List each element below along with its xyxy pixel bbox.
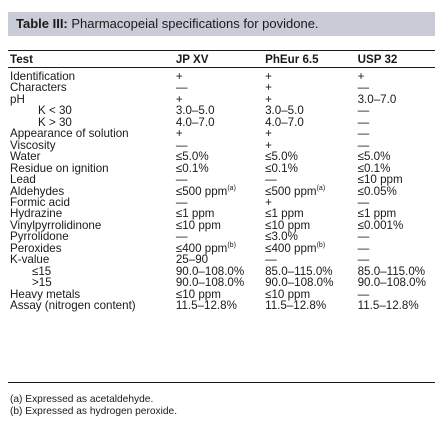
cell-pheur-value: ≤1 ppm <box>265 207 304 221</box>
cell-test: Lead <box>10 173 36 187</box>
table-caption: Pharmacopeial specifications for povidone. <box>71 16 319 31</box>
cell-test: ≤15 <box>32 264 52 278</box>
cell-usp-value: — <box>357 287 370 301</box>
footnote-marker: (b) <box>227 241 236 249</box>
cell-pheur <box>265 117 358 128</box>
cell-pheur-value: — <box>265 173 277 187</box>
cell-pheur-value: + <box>265 195 272 209</box>
cell-test: Assay (nitrogen content) <box>10 299 136 313</box>
cell-usp <box>358 94 442 105</box>
cell-jp <box>176 300 265 311</box>
cell-usp-value: — <box>357 138 370 152</box>
cell-jp-value: 90.0–108.0% <box>175 264 245 278</box>
cell-usp <box>358 128 442 139</box>
cell-pheur-value: ≤5.0% <box>265 150 298 164</box>
cell-pheur-value: + <box>265 138 272 152</box>
cell-jp <box>176 220 265 231</box>
cell-pheur-value: + <box>265 70 272 83</box>
cell-pheur <box>265 186 358 197</box>
cell-usp <box>358 277 442 288</box>
cell-jp-value: — <box>175 195 188 209</box>
table-row <box>10 71 442 82</box>
table-row <box>10 220 442 231</box>
cell-pheur-value: ≤0.1% <box>265 161 298 175</box>
table-row <box>10 243 442 254</box>
table-row <box>10 186 442 197</box>
cell-jp-value: ≤0.1% <box>175 161 209 175</box>
cell-pheur-value: ≤500 ppm <box>265 184 317 198</box>
table-body <box>10 71 442 312</box>
cell-jp <box>176 128 265 139</box>
header-usp: USP 32 <box>357 53 398 66</box>
cell-pheur-value: + <box>265 92 272 106</box>
footnote-marker: (a) <box>227 184 236 192</box>
cell-jp-value: ≤10 ppm <box>175 218 221 232</box>
cell-pheur <box>265 82 358 93</box>
cell-jp-value: + <box>175 70 183 83</box>
cell-jp <box>176 117 265 128</box>
cell-usp-value: ≤0.05% <box>357 184 397 198</box>
cell-usp <box>358 117 442 128</box>
cell-pheur <box>265 128 358 139</box>
cell-jp-value: — <box>175 138 188 152</box>
cell-usp-value: — <box>357 81 370 95</box>
cell-jp-value: 4.0–7.0 <box>175 115 215 129</box>
cell-test: >15 <box>32 276 52 290</box>
cell-jp-value: — <box>175 230 188 244</box>
cell-test: pH <box>10 92 25 106</box>
footnote-marker: (b) <box>316 241 326 249</box>
table-row <box>10 300 442 311</box>
cell-jp-value: 90.0–108.0% <box>175 276 245 290</box>
cell-jp-value: — <box>175 81 188 95</box>
cell-test: Characters <box>10 81 67 95</box>
cell-usp-value: — <box>357 195 370 209</box>
cell-jp-value: — <box>175 173 188 187</box>
cell-test: K < 30 <box>38 104 72 118</box>
bottom-rule <box>8 382 435 383</box>
cell-test: Residue on ignition <box>10 161 109 175</box>
cell-test: Peroxides <box>10 241 62 255</box>
cell-jp-value: 3.0–5.0 <box>175 104 215 118</box>
cell-jp <box>176 186 265 197</box>
cell-pheur-value: ≤400 ppm <box>265 241 317 255</box>
cell-jp-value: 25–90 <box>175 253 209 267</box>
cell-usp-value: — <box>357 230 370 244</box>
cell-usp-value: — <box>357 241 370 255</box>
cell-usp-value: 90.0–108.0% <box>357 276 426 290</box>
cell-pheur-value: ≤3.0% <box>265 230 298 244</box>
cell-pheur-value: + <box>265 127 272 141</box>
footnote-marker: (a) <box>316 184 326 192</box>
cell-pheur <box>265 71 358 82</box>
cell-test: Identification <box>10 70 76 83</box>
cell-usp-value: + <box>357 70 365 83</box>
cell-test: Pyrrolidone <box>10 230 69 244</box>
footnote-a: (a) Expressed as acetaldehyde. <box>10 394 154 405</box>
cell-usp-value: ≤0.1% <box>357 161 391 175</box>
cell-usp <box>358 243 442 254</box>
cell-usp-value: ≤10 ppm <box>357 173 403 187</box>
table-title <box>8 12 435 36</box>
cell-usp-value: ≤1 ppm <box>357 207 397 221</box>
cell-test: K > 30 <box>38 115 72 129</box>
table-row <box>10 277 442 288</box>
cell-usp-value: 85.0–115.0% <box>357 264 426 278</box>
table-row <box>10 94 442 105</box>
cell-usp <box>358 231 442 242</box>
cell-usp-value: 11.5–12.8% <box>357 299 419 313</box>
cell-test: Formic acid <box>10 195 70 209</box>
top-rule <box>8 50 435 51</box>
cell-jp-value: + <box>175 127 183 141</box>
table-number: Table III: <box>16 16 68 31</box>
cell-test: Water <box>10 150 41 164</box>
cell-test: Appearance of solution <box>10 127 129 141</box>
cell-jp-value: ≤500 ppm <box>175 184 228 198</box>
cell-jp <box>176 71 265 82</box>
cell-test: Aldehydes <box>10 184 65 198</box>
table-row <box>10 105 442 116</box>
cell-usp <box>358 300 442 311</box>
cell-pheur-value: 85.0–115.0% <box>265 264 333 278</box>
cell-usp-value: — <box>357 115 370 129</box>
cell-pheur-value: 11.5–12.8% <box>265 299 327 313</box>
cell-usp <box>358 71 442 82</box>
cell-pheur-value: + <box>265 81 272 95</box>
cell-test: K-value <box>10 253 50 267</box>
cell-test: Viscosity <box>10 138 56 152</box>
cell-test: Heavy metals <box>10 287 81 301</box>
cell-pheur <box>265 300 358 311</box>
cell-usp-value: 3.0–7.0 <box>357 92 397 106</box>
cell-jp-value: + <box>175 92 183 106</box>
cell-jp-value: ≤400 ppm <box>175 241 228 255</box>
cell-pheur <box>265 243 358 254</box>
cell-jp-value: 11.5–12.8% <box>175 299 237 313</box>
cell-usp-value: — <box>357 253 370 267</box>
cell-pheur-value: 3.0–5.0 <box>265 104 304 118</box>
cell-usp-value: — <box>357 104 370 118</box>
cell-pheur-value: 90.0–108.0% <box>265 276 334 290</box>
cell-test: Hydrazine <box>10 207 63 221</box>
footnotes <box>10 394 177 418</box>
specifications-table <box>10 52 442 312</box>
cell-pheur <box>265 163 358 174</box>
header-row <box>10 52 442 67</box>
cell-usp-value: — <box>357 127 370 141</box>
cell-jp <box>176 82 265 93</box>
header-test: Test <box>10 53 33 66</box>
cell-usp-value: ≤0.001% <box>357 218 404 232</box>
header-jp: JP XV <box>175 53 209 66</box>
header-pheur: PhEur 6.5 <box>265 53 319 66</box>
cell-jp-value: ≤10 ppm <box>175 287 221 301</box>
cell-jp <box>176 163 265 174</box>
cell-usp-value: ≤5.0% <box>357 150 391 164</box>
cell-usp <box>358 220 442 231</box>
cell-jp-value: ≤5.0% <box>175 150 209 164</box>
cell-pheur-value: ≤10 ppm <box>265 218 311 232</box>
table-row <box>10 128 442 139</box>
cell-jp-value: ≤1 ppm <box>175 207 215 221</box>
cell-pheur-value: — <box>265 253 277 267</box>
cell-pheur-value: 4.0–7.0 <box>265 115 304 129</box>
cell-usp <box>358 186 442 197</box>
footnote-b: (b) Expressed as hydrogen peroxide. <box>10 406 178 417</box>
cell-usp <box>358 105 442 116</box>
cell-test: Vinylpyrrolidinone <box>10 218 102 232</box>
cell-pheur-value: ≤10 ppm <box>265 287 311 301</box>
